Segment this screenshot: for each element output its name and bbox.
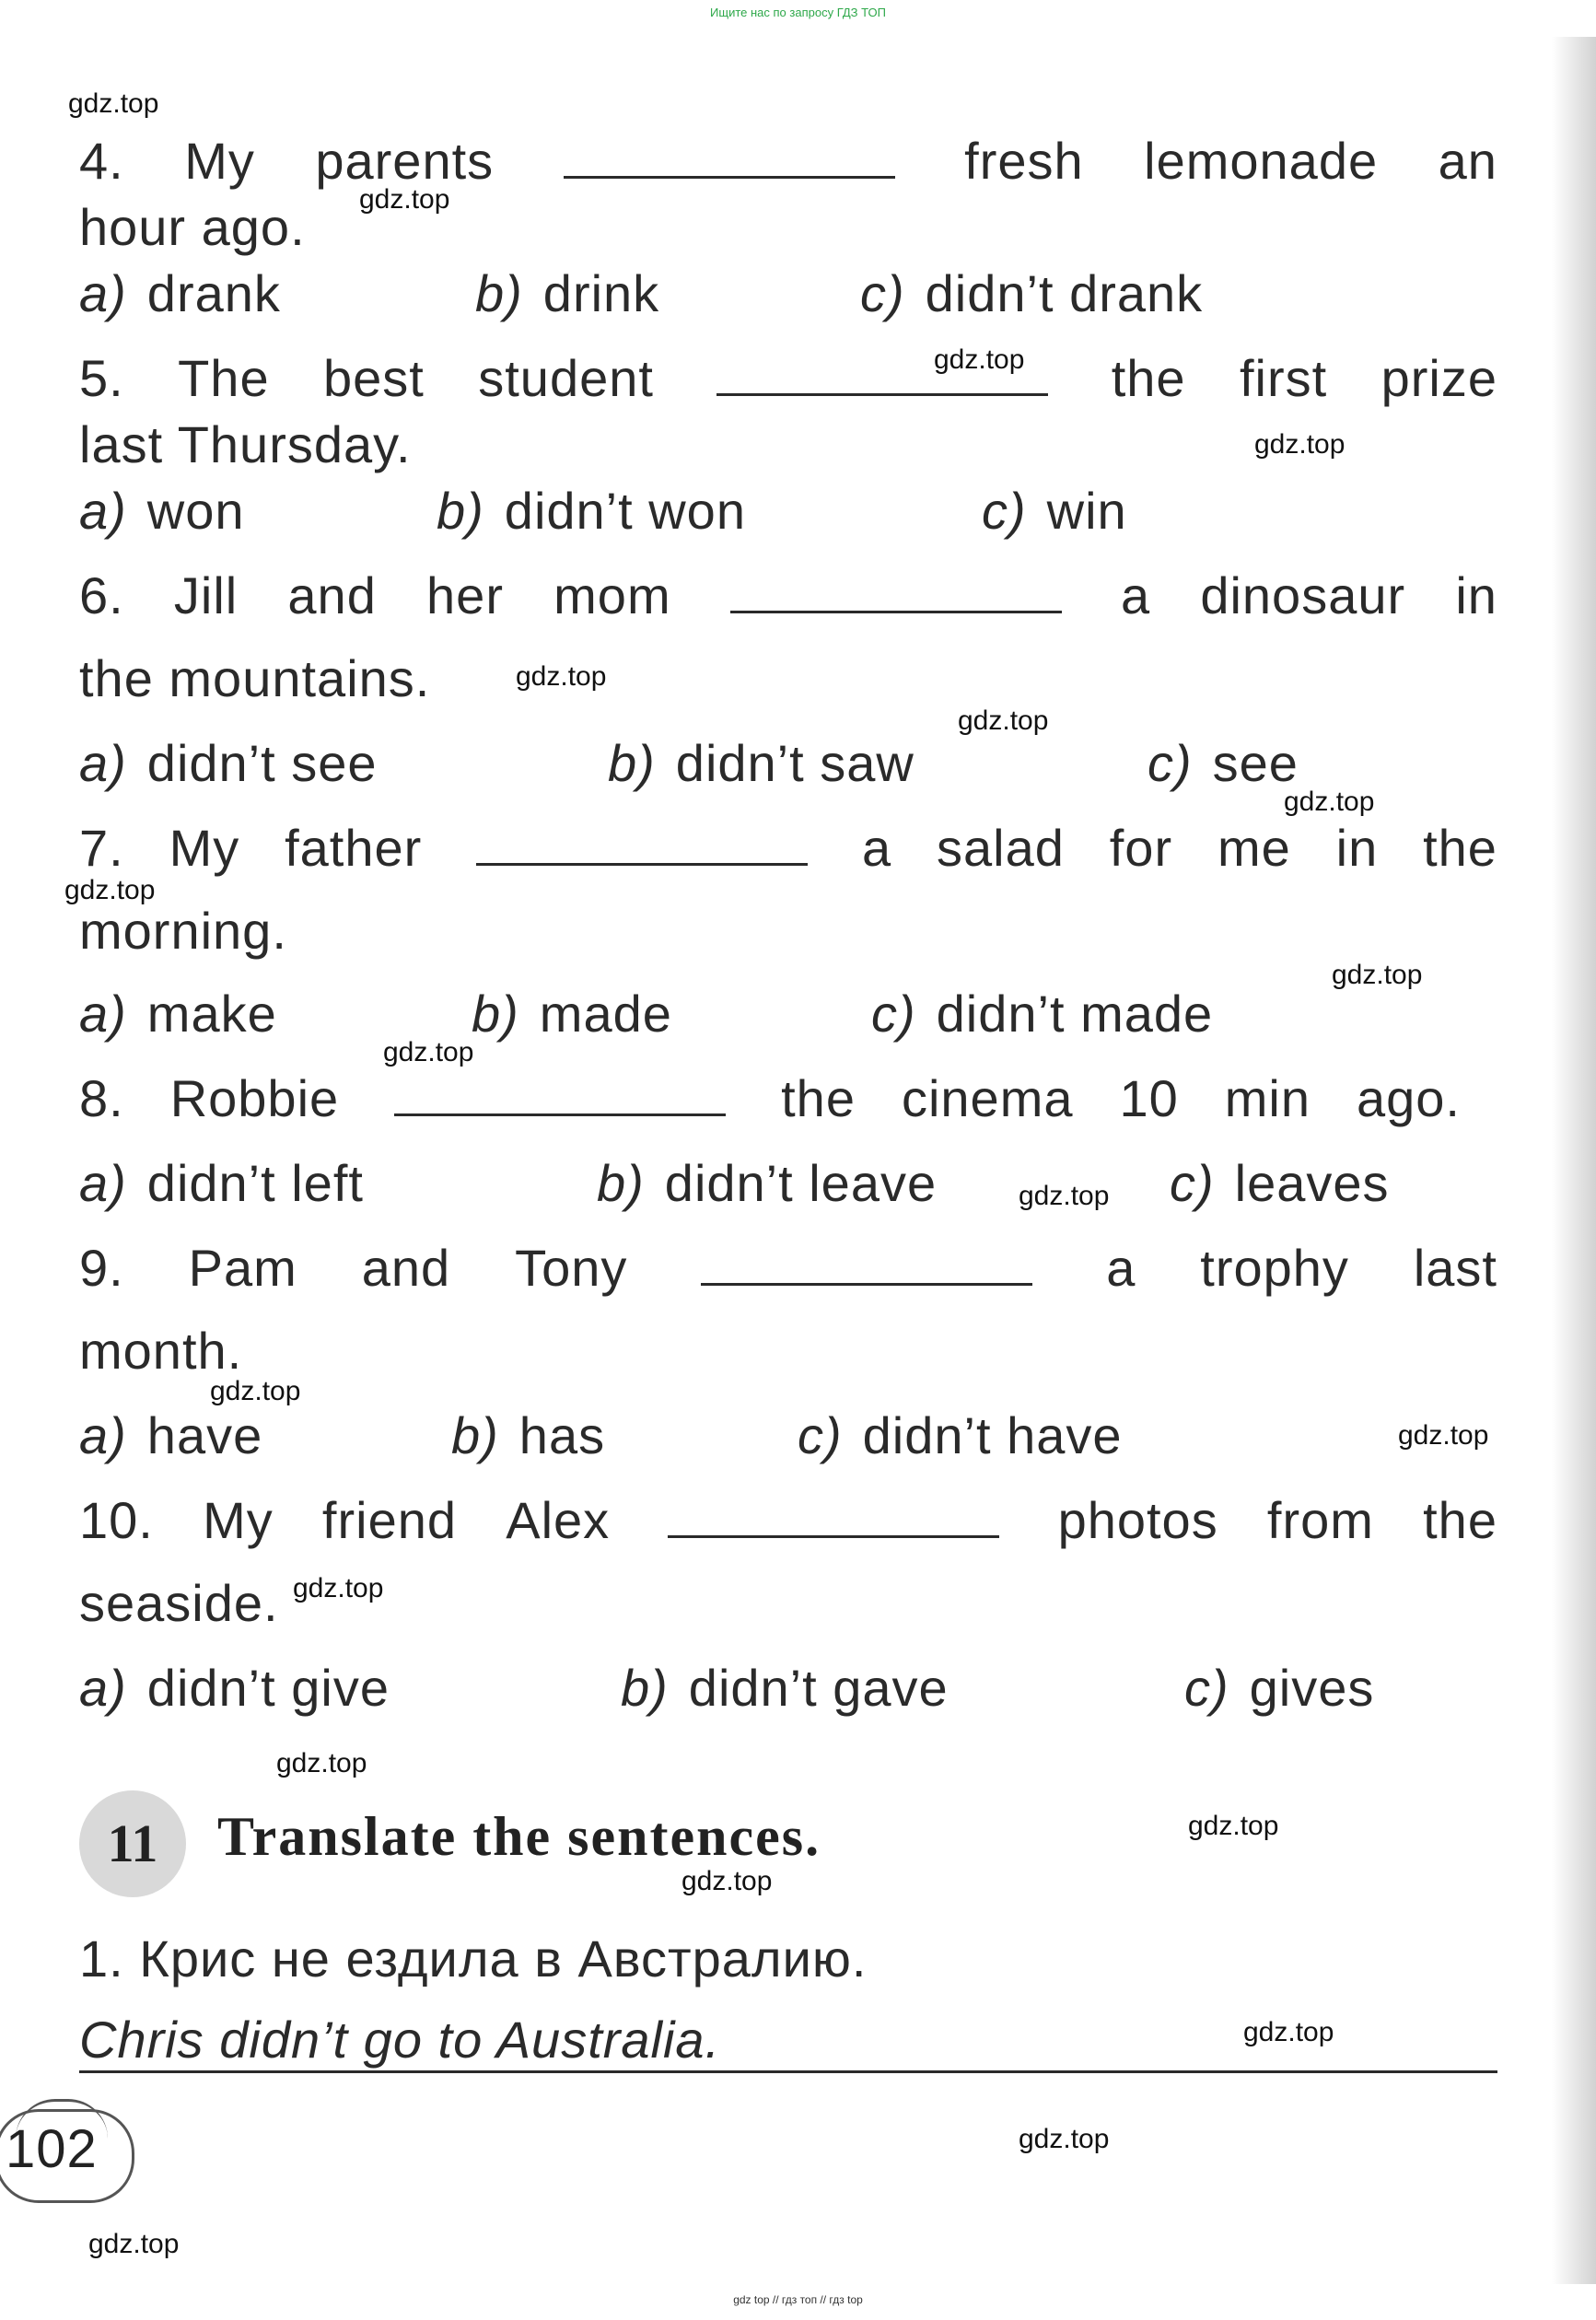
- word: Robbie: [169, 1069, 340, 1127]
- answer-blank[interactable]: [394, 1077, 726, 1116]
- option-letter: b): [475, 264, 523, 322]
- word: My: [184, 132, 255, 190]
- option-text: won: [146, 482, 245, 540]
- question-6-option-a[interactable]: [79, 733, 378, 794]
- watermark: gdz.top: [682, 1866, 773, 1896]
- word: and: [361, 1239, 451, 1297]
- word: friend: [321, 1491, 458, 1549]
- option-letter: b): [451, 1406, 499, 1464]
- question-5-option-c[interactable]: [982, 481, 1127, 542]
- question-8-option-c[interactable]: [1170, 1153, 1390, 1214]
- question-7-option-c[interactable]: [871, 984, 1213, 1044]
- word: min: [1224, 1069, 1311, 1127]
- option-letter: c): [798, 1406, 843, 1464]
- question-number: 8.: [79, 1069, 124, 1127]
- page-edge-shadow: [1552, 37, 1596, 2284]
- translation-answer[interactable]: Chris didn’t go to Australia.: [79, 2010, 1497, 2073]
- option-text: didn’t leave: [664, 1154, 938, 1212]
- watermark: gdz.top: [1019, 2124, 1110, 2154]
- question-4-option-a[interactable]: [79, 263, 281, 324]
- watermark: gdz.top: [1254, 429, 1346, 460]
- option-letter: c): [860, 264, 905, 322]
- answer-blank[interactable]: [730, 574, 1062, 613]
- word: first: [1239, 349, 1328, 407]
- word: 10: [1119, 1069, 1179, 1127]
- question-8-line: [79, 1068, 1461, 1129]
- option-letter: b): [608, 734, 656, 792]
- option-letter: b): [472, 985, 519, 1043]
- question-number: 9.: [79, 1239, 124, 1297]
- question-9-option-b[interactable]: [451, 1405, 605, 1466]
- word: ago.: [1356, 1069, 1461, 1127]
- option-text: didn’t see: [146, 734, 378, 792]
- answer-blank[interactable]: [476, 826, 808, 866]
- question-number: 10.: [79, 1491, 154, 1549]
- word: Alex: [506, 1491, 611, 1549]
- option-text: made: [539, 985, 672, 1043]
- word: in: [1455, 566, 1497, 624]
- option-text: have: [146, 1406, 263, 1464]
- word: salad: [937, 819, 1065, 877]
- word: for: [1109, 819, 1173, 877]
- question-10-line-2: seaside.: [79, 1574, 279, 1632]
- word: trophy: [1200, 1239, 1349, 1297]
- page-number: 102: [6, 2119, 98, 2179]
- question-10-option-c[interactable]: [1184, 1658, 1374, 1719]
- question-7-line: [79, 818, 1497, 879]
- option-text: didn’t give: [146, 1659, 390, 1717]
- option-letter: b): [437, 482, 484, 540]
- watermark: gdz.top: [1398, 1420, 1489, 1451]
- question-9-option-a[interactable]: [79, 1405, 262, 1466]
- watermark: gdz.top: [1284, 787, 1375, 817]
- option-letter: c): [871, 985, 916, 1043]
- question-10-option-b[interactable]: [621, 1658, 949, 1719]
- exercise-number-badge: 11: [79, 1790, 186, 1897]
- footer-note: gdz top // гдз топ // гдз top: [733, 2293, 863, 2306]
- watermark: gdz.top: [359, 184, 450, 215]
- question-6-line-2: the mountains.: [79, 649, 431, 707]
- option-letter: a): [79, 985, 127, 1043]
- word: and: [287, 566, 377, 624]
- question-number: 4.: [79, 132, 124, 190]
- watermark: gdz.top: [1019, 1181, 1110, 1211]
- watermark: gdz.top: [1243, 2017, 1334, 2047]
- question-number: 5.: [79, 349, 124, 407]
- watermark: gdz.top: [276, 1748, 367, 1778]
- question-4-option-b[interactable]: [475, 263, 659, 324]
- word: dinosaur: [1200, 566, 1406, 624]
- option-letter: a): [79, 1406, 127, 1464]
- question-4-line-2: hour ago.: [79, 198, 306, 256]
- word: Jill: [173, 566, 239, 624]
- option-text: didn’t saw: [675, 734, 914, 792]
- option-text: didn’t drank: [925, 264, 1204, 322]
- option-letter: c): [1184, 1659, 1229, 1717]
- word: an: [1438, 132, 1497, 190]
- watermark: gdz.top: [88, 2229, 180, 2259]
- question-6-option-c[interactable]: [1147, 733, 1299, 794]
- option-text: didn’t gave: [688, 1659, 949, 1717]
- question-5-option-a[interactable]: [79, 481, 245, 542]
- word: the: [1423, 1491, 1497, 1549]
- option-letter: a): [79, 1154, 127, 1212]
- watermark: gdz.top: [64, 875, 156, 905]
- option-text: leaves: [1234, 1154, 1390, 1212]
- question-4-line: [79, 131, 1497, 192]
- word: a: [1106, 1239, 1136, 1297]
- option-text: didn’t have: [862, 1406, 1123, 1464]
- option-letter: a): [79, 482, 127, 540]
- word: fresh: [964, 132, 1084, 190]
- word: in: [1335, 819, 1379, 877]
- question-10-option-a[interactable]: [79, 1658, 390, 1719]
- option-text: make: [146, 985, 277, 1043]
- question-9-option-c[interactable]: [798, 1405, 1123, 1466]
- word: parents: [315, 132, 495, 190]
- option-text: didn’t left: [146, 1154, 364, 1212]
- question-8-option-b[interactable]: [597, 1153, 937, 1214]
- watermark: gdz.top: [934, 344, 1025, 375]
- option-letter: b): [597, 1154, 645, 1212]
- option-text: didn’t won: [504, 482, 746, 540]
- option-text: has: [518, 1406, 606, 1464]
- option-letter: a): [79, 1659, 127, 1717]
- watermark: gdz.top: [293, 1573, 384, 1603]
- option-letter: c): [1147, 734, 1193, 792]
- question-4-option-c[interactable]: [860, 263, 1203, 324]
- question-7-option-b[interactable]: [472, 984, 672, 1044]
- word: her: [426, 566, 504, 624]
- question-7-option-a[interactable]: [79, 984, 277, 1044]
- word: cinema: [901, 1069, 1074, 1127]
- word: a: [862, 819, 892, 877]
- word: Tony: [515, 1239, 628, 1297]
- option-letter: c): [982, 482, 1027, 540]
- word: prize: [1380, 349, 1497, 407]
- question-9-line-2: month.: [79, 1322, 243, 1380]
- question-6-option-b[interactable]: [608, 733, 914, 794]
- word: best: [322, 349, 425, 407]
- word: My: [169, 819, 240, 877]
- answer-blank[interactable]: [701, 1246, 1032, 1286]
- answer-blank[interactable]: [564, 139, 895, 179]
- word: the: [1111, 349, 1186, 407]
- watermark: gdz.top: [1188, 1811, 1279, 1841]
- watermark: gdz.top: [516, 661, 607, 692]
- word: student: [478, 349, 654, 407]
- word: the: [1423, 819, 1497, 877]
- question-6-line: [79, 565, 1497, 626]
- question-10-line: [79, 1490, 1497, 1551]
- question-5-line-2: last Thursday.: [79, 415, 412, 473]
- option-text: gives: [1249, 1659, 1375, 1717]
- question-number: 6.: [79, 566, 124, 624]
- question-number: 7.: [79, 819, 124, 877]
- watermark: gdz.top: [68, 88, 159, 119]
- header-note: Ищите нас по запросу ГДЗ ТОП: [710, 6, 886, 19]
- watermark: gdz.top: [383, 1037, 474, 1067]
- word: photos: [1057, 1491, 1218, 1549]
- word: mom: [553, 566, 671, 624]
- option-text: drink: [542, 264, 660, 322]
- answer-blank[interactable]: [668, 1498, 999, 1538]
- option-text: drank: [146, 264, 281, 322]
- watermark: gdz.top: [1332, 960, 1423, 990]
- question-9-line: [79, 1238, 1497, 1299]
- option-letter: c): [1170, 1154, 1215, 1212]
- watermark: gdz.top: [210, 1376, 301, 1406]
- word: father: [285, 819, 423, 877]
- question-7-line-2: morning.: [79, 902, 287, 960]
- option-text: win: [1046, 482, 1127, 540]
- word: from: [1266, 1491, 1374, 1549]
- option-text: didn’t made: [936, 985, 1214, 1043]
- word: My: [203, 1491, 274, 1549]
- option-letter: a): [79, 734, 127, 792]
- question-8-option-a[interactable]: [79, 1153, 364, 1214]
- word: Pam: [188, 1239, 297, 1297]
- word: lemonade: [1144, 132, 1379, 190]
- watermark: gdz.top: [958, 705, 1049, 736]
- word: the: [781, 1069, 856, 1127]
- word: last: [1413, 1239, 1497, 1297]
- translation-item: 1. Крис не ездила в Австралию.: [79, 1929, 868, 1988]
- word: me: [1217, 819, 1291, 877]
- word: The: [178, 349, 270, 407]
- word: a: [1120, 566, 1151, 624]
- exercise-title: Translate the sentences.: [217, 1806, 821, 1867]
- option-letter: b): [621, 1659, 669, 1717]
- question-5-line: [79, 348, 1497, 409]
- option-letter: a): [79, 264, 127, 322]
- option-text: see: [1212, 734, 1299, 792]
- question-5-option-b[interactable]: [437, 481, 746, 542]
